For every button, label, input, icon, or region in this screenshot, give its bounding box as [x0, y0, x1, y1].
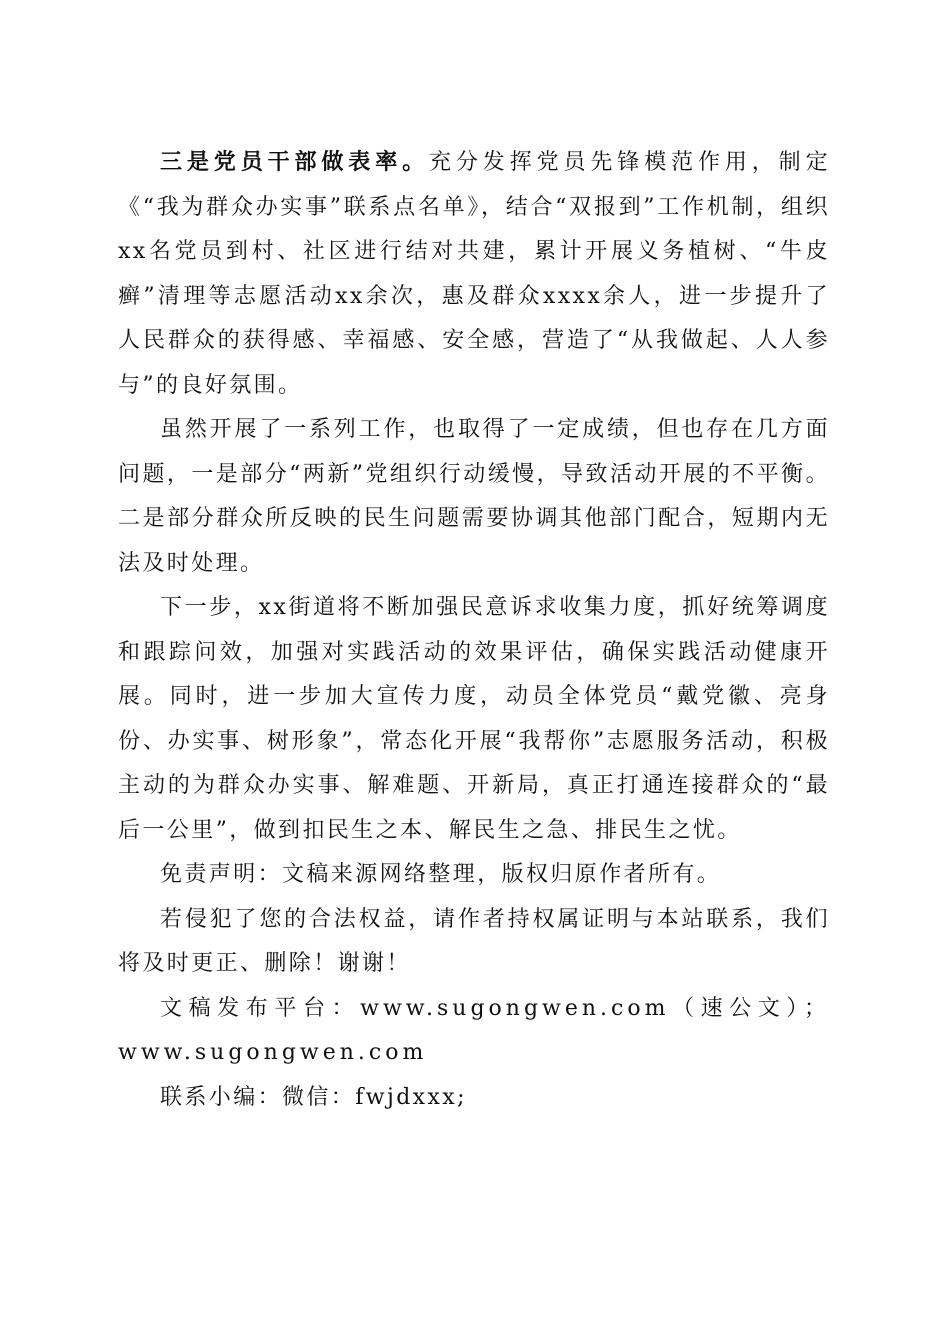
contact-info: 联系小编：微信：fwjdxxx; — [160, 1084, 467, 1110]
paragraph-text: 充分发挥党员先锋模范作用，制定《“我为群众办实事”联系点名单》，结合“双报到”工作机制，组织xx名党员到村、社区进行结对共建，累计开展义务植树、“牛皮癣”清理等志愿活动xx余次，惠及群众xxxx余人，进一步提升了人民群众的获得感、幸福感、安全感，营造了“从我做起、人人参与”的良好氛围。 — [118, 150, 830, 398]
paragraph-party-members — [118, 140, 830, 408]
paragraph-next-steps: 下一步，xx街道将不断加强民意诉求收集力度，抓好统筹调度和跟踪问效，加强对实践活动的效果评估，确保实践活动健康开展。同时，进一步加大宣传力度，动员全体党员“戴党徽、亮身份、办实事、树形象”，常态化开展“我帮你”志愿服务活动，积极主动的为群众办实事、解难题、开新局，真正打通连接群众的“最后一公里”，做到扣民生之本、解民生之急、排民生之忧。 — [118, 595, 830, 843]
paragraph-problems: 虽然开展了一系列工作，也取得了一定成绩，但也存在几方面问题，一是部分“两新”党组织行动缓慢，导致活动开展的不平衡。二是部分群众所反映的民生问题需要协调其他部门配合，短期内无法及时处理。 — [118, 417, 830, 576]
infringement-notice: 若侵犯了您的合法权益，请作者持权属证明与本站联系，我们将及时更正、删除！谢谢！ — [118, 906, 830, 976]
disclaimer-text: 免责声明：文稿来源网络整理，版权归原作者所有。 — [160, 862, 722, 887]
paragraph-lead: 三是党员干部做表率。 — [160, 149, 429, 175]
document-page — [118, 140, 830, 1120]
publish-platform: 文稿发布平台：www.sugongwen.com（速公文）；www.sugongwen.com — [118, 995, 830, 1065]
